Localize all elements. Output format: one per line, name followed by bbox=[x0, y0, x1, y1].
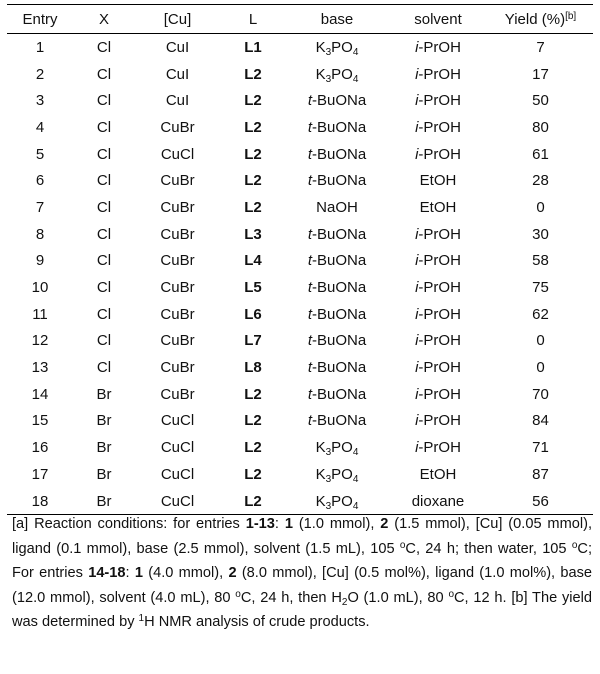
table-row bbox=[7, 61, 593, 88]
solvent-name: EtOH bbox=[419, 198, 457, 216]
cell-solvent bbox=[388, 461, 488, 488]
cell-solvent bbox=[388, 87, 488, 114]
cell-cu: CuCl bbox=[160, 492, 195, 510]
base-main: K bbox=[315, 38, 326, 56]
cell-cu: CuBr bbox=[160, 279, 195, 297]
solvent-name: -PrOH bbox=[418, 92, 461, 110]
solvent-prefix: i bbox=[415, 439, 419, 457]
cell-entry: 7 bbox=[35, 198, 45, 216]
header-yield-footnote-marker: [b] bbox=[565, 10, 577, 22]
cell-base bbox=[286, 408, 388, 435]
cell-solvent bbox=[388, 274, 488, 301]
footnote-text: C, 24 h, then H bbox=[240, 589, 342, 606]
solvent-name: -PrOH bbox=[418, 332, 461, 350]
cell-ligand: L4 bbox=[244, 252, 262, 270]
base-prefix: t bbox=[307, 92, 312, 110]
solvent-prefix: i bbox=[415, 145, 419, 163]
degree-sign: o bbox=[448, 588, 454, 600]
cell-cu: CuI bbox=[165, 92, 190, 110]
solvent-name: -PrOH bbox=[418, 305, 461, 323]
footnote-compound: 2 bbox=[228, 565, 237, 582]
cell-solvent bbox=[388, 194, 488, 221]
cell-ligand: L6 bbox=[244, 305, 262, 323]
cell-yield: 58 bbox=[532, 252, 549, 270]
cell-yield: 70 bbox=[532, 385, 549, 403]
table-row bbox=[7, 248, 593, 275]
footnote-entry-range: 1-13 bbox=[245, 516, 275, 532]
cell-base bbox=[286, 328, 388, 355]
header-x: X bbox=[98, 10, 109, 28]
base-subscript: 4 bbox=[352, 447, 359, 459]
base-prefix: t bbox=[307, 118, 312, 136]
header-yield-label: Yield (%) bbox=[504, 10, 566, 28]
header-solvent: solvent bbox=[414, 10, 462, 28]
cell-base bbox=[286, 461, 388, 488]
solvent-name: dioxane bbox=[411, 492, 465, 510]
cell-base bbox=[286, 248, 388, 275]
cell-base bbox=[286, 87, 388, 114]
base-subscript: 3 bbox=[325, 46, 332, 58]
cell-ligand: L2 bbox=[244, 492, 262, 510]
cell-ligand: L1 bbox=[244, 38, 262, 56]
cell-x: Cl bbox=[96, 252, 112, 270]
cell-ligand: L2 bbox=[244, 198, 262, 216]
cell-yield: 0 bbox=[536, 359, 545, 377]
cell-base bbox=[286, 381, 388, 408]
cell-x: Cl bbox=[96, 305, 112, 323]
cell-solvent bbox=[388, 221, 488, 248]
cell-entry: 4 bbox=[35, 118, 45, 136]
table-row bbox=[7, 34, 593, 61]
cell-x: Cl bbox=[96, 332, 112, 350]
footnote-text: (8.0 mmol), [Cu] (0.5 mol%), ligand (1.0 mol%), base (12.0 mmol), solvent (4.0 mL), 80 bbox=[12, 565, 593, 606]
cell-yield: 84 bbox=[532, 412, 549, 430]
cell-entry: 2 bbox=[35, 65, 45, 83]
degree-sign: o bbox=[399, 539, 406, 551]
cell-base bbox=[286, 34, 388, 61]
solvent-name: -PrOH bbox=[418, 65, 461, 83]
nmr-nucleus-superscript: 1 bbox=[138, 613, 145, 625]
cell-solvent bbox=[388, 381, 488, 408]
cell-cu: CuCl bbox=[160, 439, 195, 457]
base-main: -BuONa bbox=[311, 359, 367, 377]
solvent-name: -PrOH bbox=[418, 385, 461, 403]
subscript: 2 bbox=[341, 596, 348, 608]
table-row bbox=[7, 461, 593, 488]
cell-entry: 18 bbox=[31, 492, 49, 510]
cell-cu: CuCl bbox=[160, 465, 195, 483]
cell-entry: 10 bbox=[31, 279, 49, 297]
cell-cu: CuCl bbox=[160, 412, 195, 430]
base-subscript: 4 bbox=[352, 46, 359, 58]
cell-solvent bbox=[388, 248, 488, 275]
cell-x: Cl bbox=[96, 172, 112, 190]
cell-cu: CuI bbox=[165, 65, 190, 83]
solvent-name: -PrOH bbox=[418, 145, 461, 163]
cell-base bbox=[286, 61, 388, 88]
footnote-text: C; For entries bbox=[12, 540, 592, 582]
solvent-name: -PrOH bbox=[418, 38, 461, 56]
cell-ligand: L2 bbox=[244, 92, 262, 110]
solvent-prefix: i bbox=[415, 65, 419, 83]
table-footnote bbox=[12, 512, 592, 635]
base-prefix: t bbox=[307, 172, 312, 190]
cell-base bbox=[286, 274, 388, 301]
base-prefix: t bbox=[307, 279, 312, 297]
cell-x: Cl bbox=[96, 198, 112, 216]
cell-solvent bbox=[388, 34, 488, 61]
reaction-table bbox=[7, 4, 593, 515]
cell-yield: 7 bbox=[536, 38, 545, 56]
cell-entry: 12 bbox=[31, 332, 49, 350]
table-row bbox=[7, 381, 593, 408]
footnote-text: H NMR analysis of crude products. bbox=[144, 614, 370, 631]
footnote-entry-range: 14-18 bbox=[88, 565, 126, 582]
solvent-prefix: i bbox=[415, 385, 419, 403]
cell-yield: 56 bbox=[532, 492, 549, 510]
base-main: -BuONa bbox=[311, 172, 367, 190]
cell-cu: CuBr bbox=[160, 198, 195, 216]
cell-base bbox=[286, 354, 388, 381]
cell-ligand: L2 bbox=[244, 412, 262, 430]
base-subscript: 3 bbox=[325, 447, 332, 459]
cell-ligand: L2 bbox=[244, 118, 262, 136]
footnote-compound: 2 bbox=[380, 516, 389, 532]
base-prefix: t bbox=[307, 225, 312, 243]
cell-x: Cl bbox=[96, 118, 112, 136]
cell-solvent bbox=[388, 354, 488, 381]
cell-base bbox=[286, 488, 388, 515]
cell-yield: 61 bbox=[532, 145, 549, 163]
cell-entry: 5 bbox=[35, 145, 45, 163]
base-subscript: 3 bbox=[325, 473, 332, 485]
cell-base bbox=[286, 221, 388, 248]
cell-entry: 9 bbox=[35, 252, 45, 270]
solvent-name: -PrOH bbox=[418, 412, 461, 430]
cell-entry: 17 bbox=[31, 465, 49, 483]
footnote-compound: 1 bbox=[134, 565, 143, 582]
table-header bbox=[7, 5, 593, 34]
base-main: K bbox=[315, 492, 326, 510]
solvent-name: -PrOH bbox=[418, 252, 461, 270]
cell-entry: 3 bbox=[35, 92, 45, 110]
table-row bbox=[7, 114, 593, 141]
base-subscript: 4 bbox=[352, 473, 359, 485]
base-prefix: t bbox=[307, 385, 312, 403]
cell-solvent bbox=[388, 301, 488, 328]
base-main: K bbox=[315, 439, 326, 457]
cell-solvent bbox=[388, 328, 488, 355]
cell-cu: CuBr bbox=[160, 385, 195, 403]
base-main: NaOH bbox=[316, 198, 358, 216]
cell-entry: 16 bbox=[31, 439, 49, 457]
base-subscript: 4 bbox=[352, 73, 359, 85]
solvent-prefix: i bbox=[415, 118, 419, 136]
base-prefix: t bbox=[307, 145, 312, 163]
cell-x: Br bbox=[96, 439, 112, 457]
base-mid: PO bbox=[331, 65, 353, 83]
cell-entry: 15 bbox=[31, 412, 49, 430]
table-row bbox=[7, 274, 593, 301]
cell-base bbox=[286, 301, 388, 328]
cell-yield: 62 bbox=[532, 305, 549, 323]
cell-solvent bbox=[388, 141, 488, 168]
footnote-text: : bbox=[274, 516, 285, 532]
cell-yield: 28 bbox=[532, 172, 549, 190]
table-body bbox=[7, 34, 593, 515]
header-ligand: L bbox=[248, 10, 258, 28]
solvent-prefix: i bbox=[415, 252, 419, 270]
solvent-prefix: i bbox=[415, 332, 419, 350]
solvent-name: -PrOH bbox=[418, 439, 461, 457]
footnote-text: (1.0 mmol), bbox=[292, 516, 381, 532]
cell-entry: 13 bbox=[31, 359, 49, 377]
footnote-text: The yield was determined by bbox=[12, 589, 592, 631]
table-row bbox=[7, 328, 593, 355]
base-main: -BuONa bbox=[311, 412, 367, 430]
footnote-a-marker: [a] bbox=[12, 516, 29, 532]
cell-x: Cl bbox=[96, 225, 112, 243]
header-row bbox=[7, 5, 593, 34]
base-prefix: t bbox=[307, 332, 312, 350]
header-base: base bbox=[320, 10, 354, 28]
cell-base bbox=[286, 141, 388, 168]
base-main: -BuONa bbox=[311, 225, 367, 243]
cell-yield: 30 bbox=[532, 225, 549, 243]
solvent-name: -PrOH bbox=[418, 118, 461, 136]
solvent-name: -PrOH bbox=[418, 359, 461, 377]
cell-ligand: L8 bbox=[244, 359, 262, 377]
solvent-prefix: i bbox=[415, 279, 419, 297]
table-row bbox=[7, 141, 593, 168]
solvent-name: EtOH bbox=[419, 172, 457, 190]
cell-cu: CuBr bbox=[160, 225, 195, 243]
cell-x: Cl bbox=[96, 145, 112, 163]
cell-solvent bbox=[388, 434, 488, 461]
degree-sign: o bbox=[571, 539, 578, 551]
solvent-prefix: i bbox=[415, 92, 419, 110]
cell-ligand: L2 bbox=[244, 172, 262, 190]
cell-yield: 71 bbox=[532, 439, 549, 457]
base-prefix: t bbox=[307, 252, 312, 270]
cell-base bbox=[286, 434, 388, 461]
base-main: -BuONa bbox=[311, 118, 367, 136]
cell-x: Br bbox=[96, 412, 112, 430]
cell-cu: CuBr bbox=[160, 118, 195, 136]
footnote-text: O (1.0 mL), 80 bbox=[347, 589, 449, 606]
footnote-text: Reaction conditions: for entries bbox=[28, 516, 246, 532]
cell-ligand: L2 bbox=[244, 385, 262, 403]
footnote-text: (1.5 mmol), [Cu] (0.05 mmol), ligand (0.1 mmol), base (2.5 mmol), solvent (1.5 mL), 105 bbox=[12, 516, 593, 557]
cell-x: Cl bbox=[96, 92, 112, 110]
footnote-compound: 1 bbox=[284, 516, 293, 532]
cell-base bbox=[286, 167, 388, 194]
cell-yield: 80 bbox=[532, 118, 549, 136]
cell-yield: 87 bbox=[532, 465, 549, 483]
cell-solvent bbox=[388, 167, 488, 194]
cell-ligand: L5 bbox=[244, 279, 262, 297]
table-row bbox=[7, 408, 593, 435]
cell-entry: 14 bbox=[31, 385, 49, 403]
solvent-prefix: i bbox=[415, 412, 419, 430]
base-subscript: 4 bbox=[352, 500, 359, 512]
cell-entry: 8 bbox=[35, 225, 45, 243]
table-row bbox=[7, 488, 593, 515]
cell-ligand: L3 bbox=[244, 225, 262, 243]
cell-entry: 6 bbox=[35, 172, 45, 190]
base-main: -BuONa bbox=[311, 252, 367, 270]
solvent-name: -PrOH bbox=[418, 279, 461, 297]
base-main: -BuONa bbox=[311, 332, 367, 350]
base-main: K bbox=[315, 65, 326, 83]
header-entry: Entry bbox=[22, 10, 58, 28]
footnote-text: C, 24 h; then water, 105 bbox=[405, 540, 572, 557]
base-subscript: 3 bbox=[325, 500, 332, 512]
cell-yield: 0 bbox=[536, 198, 545, 216]
solvent-name: EtOH bbox=[419, 465, 457, 483]
cell-x: Br bbox=[96, 465, 112, 483]
cell-entry: 1 bbox=[35, 38, 45, 56]
cell-cu: CuBr bbox=[160, 252, 195, 270]
cell-yield: 75 bbox=[532, 279, 549, 297]
solvent-name: -PrOH bbox=[418, 225, 461, 243]
cell-ligand: L2 bbox=[244, 439, 262, 457]
footnote-text: (4.0 mmol), bbox=[142, 565, 229, 582]
base-mid: PO bbox=[331, 465, 353, 483]
cell-cu: CuBr bbox=[160, 332, 195, 350]
cell-yield: 0 bbox=[536, 332, 545, 350]
cell-yield: 50 bbox=[532, 92, 549, 110]
header-cu: [Cu] bbox=[163, 10, 192, 28]
base-prefix: t bbox=[307, 412, 312, 430]
base-main: K bbox=[315, 465, 326, 483]
base-prefix: t bbox=[307, 359, 312, 377]
base-main: -BuONa bbox=[311, 145, 367, 163]
degree-sign: o bbox=[235, 588, 241, 600]
cell-ligand: L7 bbox=[244, 332, 262, 350]
cell-ligand: L2 bbox=[244, 465, 262, 483]
cell-cu: CuI bbox=[165, 38, 190, 56]
base-main: -BuONa bbox=[311, 92, 367, 110]
base-mid: PO bbox=[331, 38, 353, 56]
base-prefix: t bbox=[307, 305, 312, 323]
cell-x: Cl bbox=[96, 279, 112, 297]
table-row bbox=[7, 194, 593, 221]
cell-cu: CuCl bbox=[160, 145, 195, 163]
solvent-prefix: i bbox=[415, 305, 419, 323]
footnote-text: C, 12 h. bbox=[454, 589, 512, 606]
cell-x: Cl bbox=[96, 65, 112, 83]
cell-solvent bbox=[388, 114, 488, 141]
cell-x: Br bbox=[96, 385, 112, 403]
cell-solvent bbox=[388, 488, 488, 515]
footnote-b-marker: [b] bbox=[511, 589, 528, 606]
cell-ligand: L2 bbox=[244, 65, 262, 83]
cell-x: Cl bbox=[96, 38, 112, 56]
cell-yield: 17 bbox=[532, 65, 549, 83]
table-row bbox=[7, 221, 593, 248]
cell-entry: 11 bbox=[32, 305, 48, 323]
base-main: -BuONa bbox=[311, 385, 367, 403]
footnote-text: : bbox=[125, 565, 135, 582]
cell-base bbox=[286, 114, 388, 141]
cell-x: Br bbox=[96, 492, 112, 510]
base-mid: PO bbox=[331, 492, 353, 510]
cell-solvent bbox=[388, 408, 488, 435]
header-yield bbox=[488, 5, 593, 34]
table-row bbox=[7, 434, 593, 461]
cell-base bbox=[286, 194, 388, 221]
cell-ligand: L2 bbox=[244, 145, 262, 163]
base-mid: PO bbox=[331, 439, 353, 457]
solvent-prefix: i bbox=[415, 359, 419, 377]
solvent-prefix: i bbox=[415, 38, 419, 56]
cell-cu: CuBr bbox=[160, 359, 195, 377]
table-row bbox=[7, 301, 593, 328]
table-row bbox=[7, 87, 593, 114]
table-row bbox=[7, 354, 593, 381]
cell-cu: CuBr bbox=[160, 172, 195, 190]
cell-cu: CuBr bbox=[160, 305, 195, 323]
table-row bbox=[7, 167, 593, 194]
cell-solvent bbox=[388, 61, 488, 88]
cell-x: Cl bbox=[96, 359, 112, 377]
base-subscript: 3 bbox=[325, 73, 332, 85]
solvent-prefix: i bbox=[415, 225, 419, 243]
base-main: -BuONa bbox=[311, 279, 367, 297]
base-main: -BuONa bbox=[311, 305, 367, 323]
